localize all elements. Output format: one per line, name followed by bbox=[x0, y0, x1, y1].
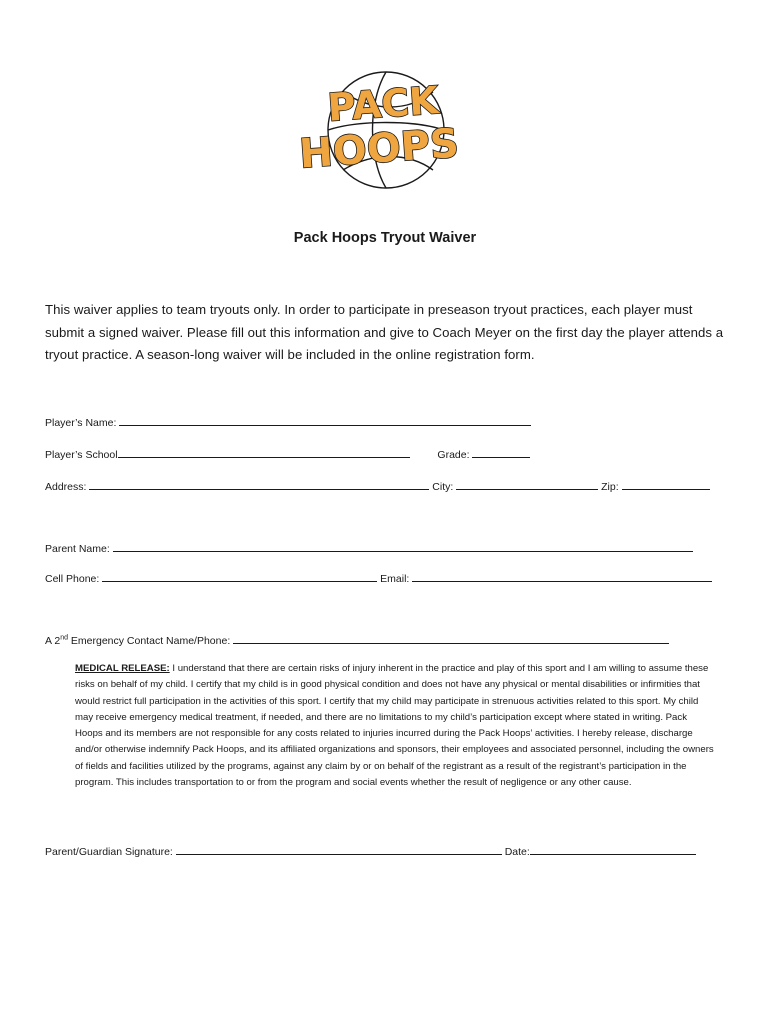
medical-release-text: I understand that there are certain risks of injury inherent in the practice and play of this sport and I am willing to assume these risks on behalf of my child. I certify that my child is in good physical condition and does not have any physical or mental disabilities or infirmities that would restrict full participation in the activities of this sport. I certify that my child may participate in strenuous activities related to this sport. My child may receive emergency medical treatment, if needed, and there are no limitations to my child’s participation except where stated in writing. Pack Hoops and its members are not responsible for any costs related to injuries incurred during the Pack Hoops’ activities. I hereby release, discharge and/or otherwise indemnify Pack Hoops, and its affiliated organizations and sponsors, their employees and associated personnel, including the owners of fields and facilities utilized by the programs, against any claim by or on behalf of the registrant as a result of the registrant’s participation in the program. This includes transportation to or from the program and social events whether the result of negligence or any other cause. bbox=[75, 663, 714, 789]
parent-name-label: Parent Name: bbox=[45, 543, 110, 555]
emergency-contact-label: A 2nd Emergency Contact Name/Phone: bbox=[45, 634, 231, 647]
player-name-label: Player’s Name: bbox=[45, 417, 117, 429]
player-name-input[interactable] bbox=[119, 414, 531, 426]
parent-name-row bbox=[45, 540, 693, 555]
address-row bbox=[45, 478, 710, 493]
email-input[interactable] bbox=[412, 570, 712, 582]
parent-name-input[interactable] bbox=[113, 540, 693, 552]
signature-row bbox=[45, 843, 696, 858]
medical-release bbox=[75, 661, 715, 791]
cell-phone-label: Cell Phone: bbox=[45, 573, 100, 585]
signature-input[interactable] bbox=[176, 843, 502, 855]
date-label: Date: bbox=[504, 846, 530, 858]
address-input[interactable] bbox=[89, 478, 429, 490]
grade-label: Grade: bbox=[437, 449, 470, 461]
intro-paragraph: This waiver applies to team tryouts only. In order to participate in preseason tryout practices, each player must submit a signed waiver. Please fill out this information and give to Coach Meyer on the first day the player attends a tryout practice. A season-long waiver will be included in the online registration form. bbox=[45, 302, 724, 362]
pack-hoops-logo bbox=[298, 62, 468, 192]
medical-release-heading: MEDICAL RELEASE: bbox=[75, 663, 170, 674]
player-school-row bbox=[45, 446, 530, 461]
city-label: City: bbox=[432, 481, 454, 493]
logo-word-hoops: HOOPS bbox=[298, 120, 461, 178]
emergency-contact-input[interactable] bbox=[233, 632, 669, 644]
city-input[interactable] bbox=[456, 478, 598, 490]
contact-row bbox=[45, 570, 712, 585]
zip-label: Zip: bbox=[601, 481, 619, 493]
signature-label: Parent/Guardian Signature: bbox=[45, 846, 173, 858]
player-school-label: Player’s School bbox=[45, 449, 118, 461]
logo-word-pack: PACK bbox=[326, 78, 441, 130]
address-label: Address: bbox=[45, 481, 87, 493]
date-input[interactable] bbox=[530, 843, 696, 855]
zip-input[interactable] bbox=[622, 478, 710, 490]
player-name-row bbox=[45, 414, 531, 429]
emergency-contact-row bbox=[45, 632, 669, 647]
cell-phone-input[interactable] bbox=[102, 570, 377, 582]
email-label: Email: bbox=[380, 573, 410, 585]
player-school-input[interactable] bbox=[118, 446, 410, 458]
grade-input[interactable] bbox=[472, 446, 530, 458]
page-title: Pack Hoops Tryout Waiver bbox=[293, 230, 477, 246]
